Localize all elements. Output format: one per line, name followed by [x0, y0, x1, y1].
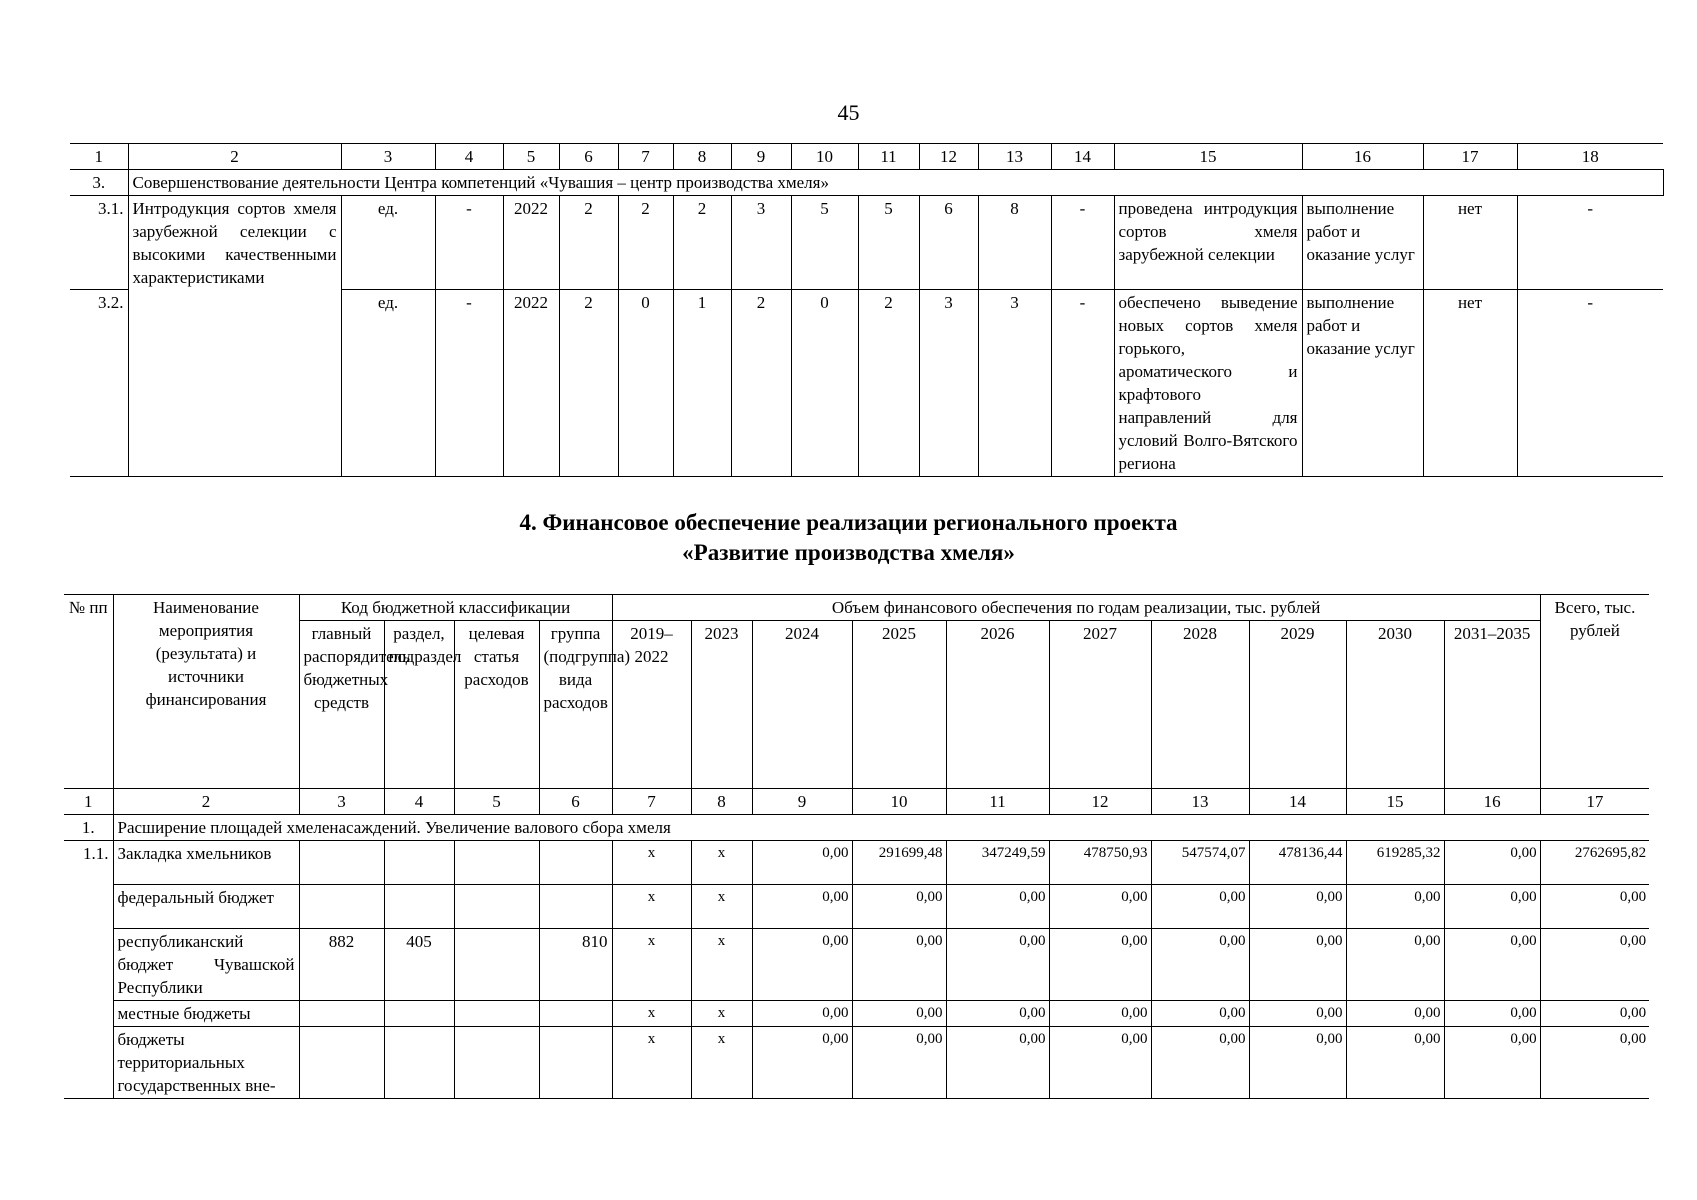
header-volume: Объем финансового обеспечения по годам реализации, тыс. рублей — [612, 595, 1540, 621]
amount-cell: 619285,32 — [1346, 841, 1444, 885]
column-number: 9 — [752, 789, 852, 815]
column-number: 12 — [1049, 789, 1151, 815]
amount-cell: 0,00 — [1049, 1027, 1151, 1099]
amount-cell: 0,00 — [1249, 1001, 1346, 1027]
header-year: 2028 — [1151, 621, 1249, 789]
year-cell: 2022 — [503, 290, 559, 477]
code-gr — [299, 1001, 384, 1027]
cell: 2 — [559, 196, 618, 290]
column-number: 2 — [113, 789, 299, 815]
section-number: 3. — [70, 170, 128, 196]
indicators-table — [70, 143, 1664, 477]
amount-cell: 0,00 — [1151, 1027, 1249, 1099]
total-cell: 0,00 — [1540, 929, 1649, 1001]
header-number: № пп — [64, 595, 113, 789]
amount-cell: x — [612, 841, 691, 885]
cell: - — [435, 290, 503, 477]
column-number: 6 — [559, 144, 618, 170]
cell: - — [1517, 290, 1663, 477]
amount-cell: x — [612, 1001, 691, 1027]
cell: 2 — [559, 290, 618, 477]
cell: 5 — [791, 196, 858, 290]
amount-cell: 0,00 — [1151, 929, 1249, 1001]
amount-cell: 0,00 — [1346, 929, 1444, 1001]
code-gr — [299, 1027, 384, 1099]
amount-cell: 0,00 — [1249, 929, 1346, 1001]
amount-cell: 0,00 — [752, 1001, 852, 1027]
header-total: Всего, тыс. рублей — [1540, 595, 1649, 789]
code-rz — [384, 1027, 454, 1099]
cell: 2 — [858, 290, 919, 477]
header-subrow — [64, 621, 1649, 789]
column-number: 1 — [70, 144, 128, 170]
column-number: 17 — [1540, 789, 1649, 815]
source-name: Закладка хмельников — [113, 841, 299, 885]
heading-line-2: «Развитие производства хмеля» — [682, 540, 1015, 565]
amount-cell: 478750,93 — [1049, 841, 1151, 885]
page-number: 45 — [837, 100, 860, 125]
amount-cell: 547574,07 — [1151, 841, 1249, 885]
column-number: 13 — [1151, 789, 1249, 815]
column-number: 8 — [691, 789, 752, 815]
code-vr — [539, 1001, 612, 1027]
amount-cell: 0,00 — [752, 885, 852, 929]
cell: 0 — [791, 290, 858, 477]
cell: 3 — [731, 196, 791, 290]
code-cs — [454, 1001, 539, 1027]
amount-cell: x — [612, 885, 691, 929]
section-row — [64, 815, 1649, 841]
cell: 5 — [858, 196, 919, 290]
header-year: 2029 — [1249, 621, 1346, 789]
code-vr — [539, 841, 612, 885]
column-number: 15 — [1346, 789, 1444, 815]
total-cell: 0,00 — [1540, 885, 1649, 929]
amount-cell: 0,00 — [1249, 885, 1346, 929]
amount-cell: 0,00 — [946, 929, 1049, 1001]
source-name: местные бюджеты — [113, 1001, 299, 1027]
cell: нет — [1423, 196, 1517, 290]
amount-cell: 0,00 — [1444, 1001, 1540, 1027]
header-year: 2026 — [946, 621, 1049, 789]
amount-cell: 0,00 — [946, 1027, 1049, 1099]
column-number: 3 — [299, 789, 384, 815]
header-year: 2025 — [852, 621, 946, 789]
amount-cell: x — [691, 929, 752, 1001]
column-number: 12 — [919, 144, 978, 170]
cell: 1 — [673, 290, 731, 477]
amount-cell: 0,00 — [946, 885, 1049, 929]
header-vr: группа (подгруппа) вида расходов — [539, 621, 612, 789]
cell: - — [1051, 196, 1114, 290]
column-number: 10 — [852, 789, 946, 815]
column-number: 16 — [1302, 144, 1423, 170]
cell: 3 — [919, 290, 978, 477]
header-cs: целевая статья расходов — [454, 621, 539, 789]
amount-cell: 0,00 — [1249, 1027, 1346, 1099]
code-cs — [454, 885, 539, 929]
amount-cell: x — [691, 841, 752, 885]
heading-line-1: 4. Финансовое обеспечение реализации регионального проекта — [519, 510, 1178, 535]
code-rz: 405 — [384, 929, 454, 1001]
column-number: 18 — [1517, 144, 1663, 170]
column-number: 10 — [791, 144, 858, 170]
code-cs — [454, 841, 539, 885]
characteristic-cell: выполнение работ и оказание услуг — [1302, 196, 1423, 290]
column-number: 17 — [1423, 144, 1517, 170]
cell: 3 — [978, 290, 1051, 477]
column-number: 13 — [978, 144, 1051, 170]
column-number: 6 — [539, 789, 612, 815]
source-name: республиканский бюджет Чувашской Республики — [113, 929, 299, 1001]
cell: - — [1051, 290, 1114, 477]
code-vr — [539, 1027, 612, 1099]
code-vr — [539, 885, 612, 929]
header-year: 2024 — [752, 621, 852, 789]
table-row — [64, 841, 1649, 885]
amount-cell: 0,00 — [1049, 929, 1151, 1001]
code-rz — [384, 841, 454, 885]
code-gr — [299, 885, 384, 929]
cell: 0 — [618, 290, 673, 477]
section-number: 1. — [64, 815, 113, 841]
header-name: Наименование мероприятия (результата) и источники финансирования — [113, 595, 299, 789]
amount-cell: 0,00 — [1444, 929, 1540, 1001]
amount-cell: 0,00 — [852, 1027, 946, 1099]
section-heading — [0, 508, 1697, 568]
column-number: 14 — [1051, 144, 1114, 170]
row-number: 3.1. — [70, 196, 128, 290]
row-number: 3.2. — [70, 290, 128, 477]
column-number: 16 — [1444, 789, 1540, 815]
cell: 2 — [673, 196, 731, 290]
section-title: Совершенствование деятельности Центра компетенций «Чувашия – центр производства хмеля» — [128, 170, 1663, 196]
cell: нет — [1423, 290, 1517, 477]
amount-cell: 0,00 — [1049, 885, 1151, 929]
amount-cell: x — [691, 1001, 752, 1027]
header-year: 2019–2022 — [612, 621, 691, 789]
amount-cell: 0,00 — [946, 1001, 1049, 1027]
code-cs — [454, 929, 539, 1001]
indicator-name: Интродукция сортов хмеля зарубежной селекции с высокими качественными характеристиками — [128, 196, 341, 477]
header-year: 2031–2035 — [1444, 621, 1540, 789]
total-cell: 2762695,82 — [1540, 841, 1649, 885]
amount-cell: 0,00 — [1346, 1001, 1444, 1027]
amount-cell: 0,00 — [1151, 1001, 1249, 1027]
cell: 6 — [919, 196, 978, 290]
amount-cell: 0,00 — [1346, 1027, 1444, 1099]
column-number: 3 — [341, 144, 435, 170]
table-row — [64, 1001, 1649, 1027]
amount-cell: 0,00 — [1346, 885, 1444, 929]
amount-cell: 0,00 — [1444, 1027, 1540, 1099]
code-rz — [384, 1001, 454, 1027]
unit-cell: ед. — [341, 290, 435, 477]
header-year: 2027 — [1049, 621, 1151, 789]
row-number: 1.1. — [64, 841, 113, 1099]
source-name: бюджеты территориальных государственных вне- — [113, 1027, 299, 1099]
amount-cell: x — [691, 885, 752, 929]
section-row — [70, 170, 1663, 196]
column-number: 1 — [64, 789, 113, 815]
column-number: 14 — [1249, 789, 1346, 815]
code-rz — [384, 885, 454, 929]
amount-cell: x — [691, 1027, 752, 1099]
column-number: 7 — [612, 789, 691, 815]
code-gr — [299, 841, 384, 885]
column-number: 2 — [128, 144, 341, 170]
unit-cell: ед. — [341, 196, 435, 290]
code-vr: 810 — [539, 929, 612, 1001]
column-number: 15 — [1114, 144, 1302, 170]
amount-cell: 0,00 — [1049, 1001, 1151, 1027]
header-gr: главный распорядитель бюджетных средств — [299, 621, 384, 789]
cell: - — [1517, 196, 1663, 290]
header-year: 2030 — [1346, 621, 1444, 789]
cell: 2 — [618, 196, 673, 290]
table-row — [64, 929, 1649, 1001]
section-title: Расширение площадей хмеленасаждений. Увеличение валового сбора хмеля — [113, 815, 1649, 841]
column-number: 11 — [858, 144, 919, 170]
header-budget-code: Код бюджетной классификации — [299, 595, 612, 621]
header-rz: раздел, подраздел — [384, 621, 454, 789]
amount-cell: x — [612, 1027, 691, 1099]
cell: 8 — [978, 196, 1051, 290]
amount-cell: 0,00 — [852, 1001, 946, 1027]
column-number: 7 — [618, 144, 673, 170]
column-number: 5 — [454, 789, 539, 815]
amount-cell: 0,00 — [852, 929, 946, 1001]
code-gr: 882 — [299, 929, 384, 1001]
amount-cell: 0,00 — [752, 1027, 852, 1099]
column-numbers-row — [70, 144, 1663, 170]
amount-cell: 0,00 — [852, 885, 946, 929]
column-number: 8 — [673, 144, 731, 170]
column-numbers-row — [64, 789, 1649, 815]
cell: - — [435, 196, 503, 290]
code-cs — [454, 1027, 539, 1099]
column-number: 9 — [731, 144, 791, 170]
source-name: федеральный бюджет — [113, 885, 299, 929]
column-number: 5 — [503, 144, 559, 170]
cell: 2 — [731, 290, 791, 477]
table-row — [64, 885, 1649, 929]
amount-cell: 0,00 — [752, 929, 852, 1001]
total-cell: 0,00 — [1540, 1001, 1649, 1027]
result-description: обеспечено выведение новых сортов хмеля горького, ароматического и крафтового направлений для условий Волго-Вятского региона — [1114, 290, 1302, 477]
amount-cell: 0,00 — [1151, 885, 1249, 929]
result-description: проведена интродукция сортов хмеля зарубежной селекции — [1114, 196, 1302, 290]
amount-cell: 478136,44 — [1249, 841, 1346, 885]
year-cell: 2022 — [503, 196, 559, 290]
header-row — [64, 595, 1649, 621]
table-row — [70, 196, 1663, 290]
column-number: 11 — [946, 789, 1049, 815]
financing-table — [64, 594, 1649, 1099]
amount-cell: 347249,59 — [946, 841, 1049, 885]
amount-cell: 0,00 — [1444, 841, 1540, 885]
amount-cell: 0,00 — [752, 841, 852, 885]
total-cell: 0,00 — [1540, 1027, 1649, 1099]
characteristic-cell: выполнение работ и оказание услуг — [1302, 290, 1423, 477]
header-year: 2023 — [691, 621, 752, 789]
column-number: 4 — [435, 144, 503, 170]
amount-cell: x — [612, 929, 691, 1001]
table-row — [64, 1027, 1649, 1099]
column-number: 4 — [384, 789, 454, 815]
amount-cell: 0,00 — [1444, 885, 1540, 929]
amount-cell: 291699,48 — [852, 841, 946, 885]
